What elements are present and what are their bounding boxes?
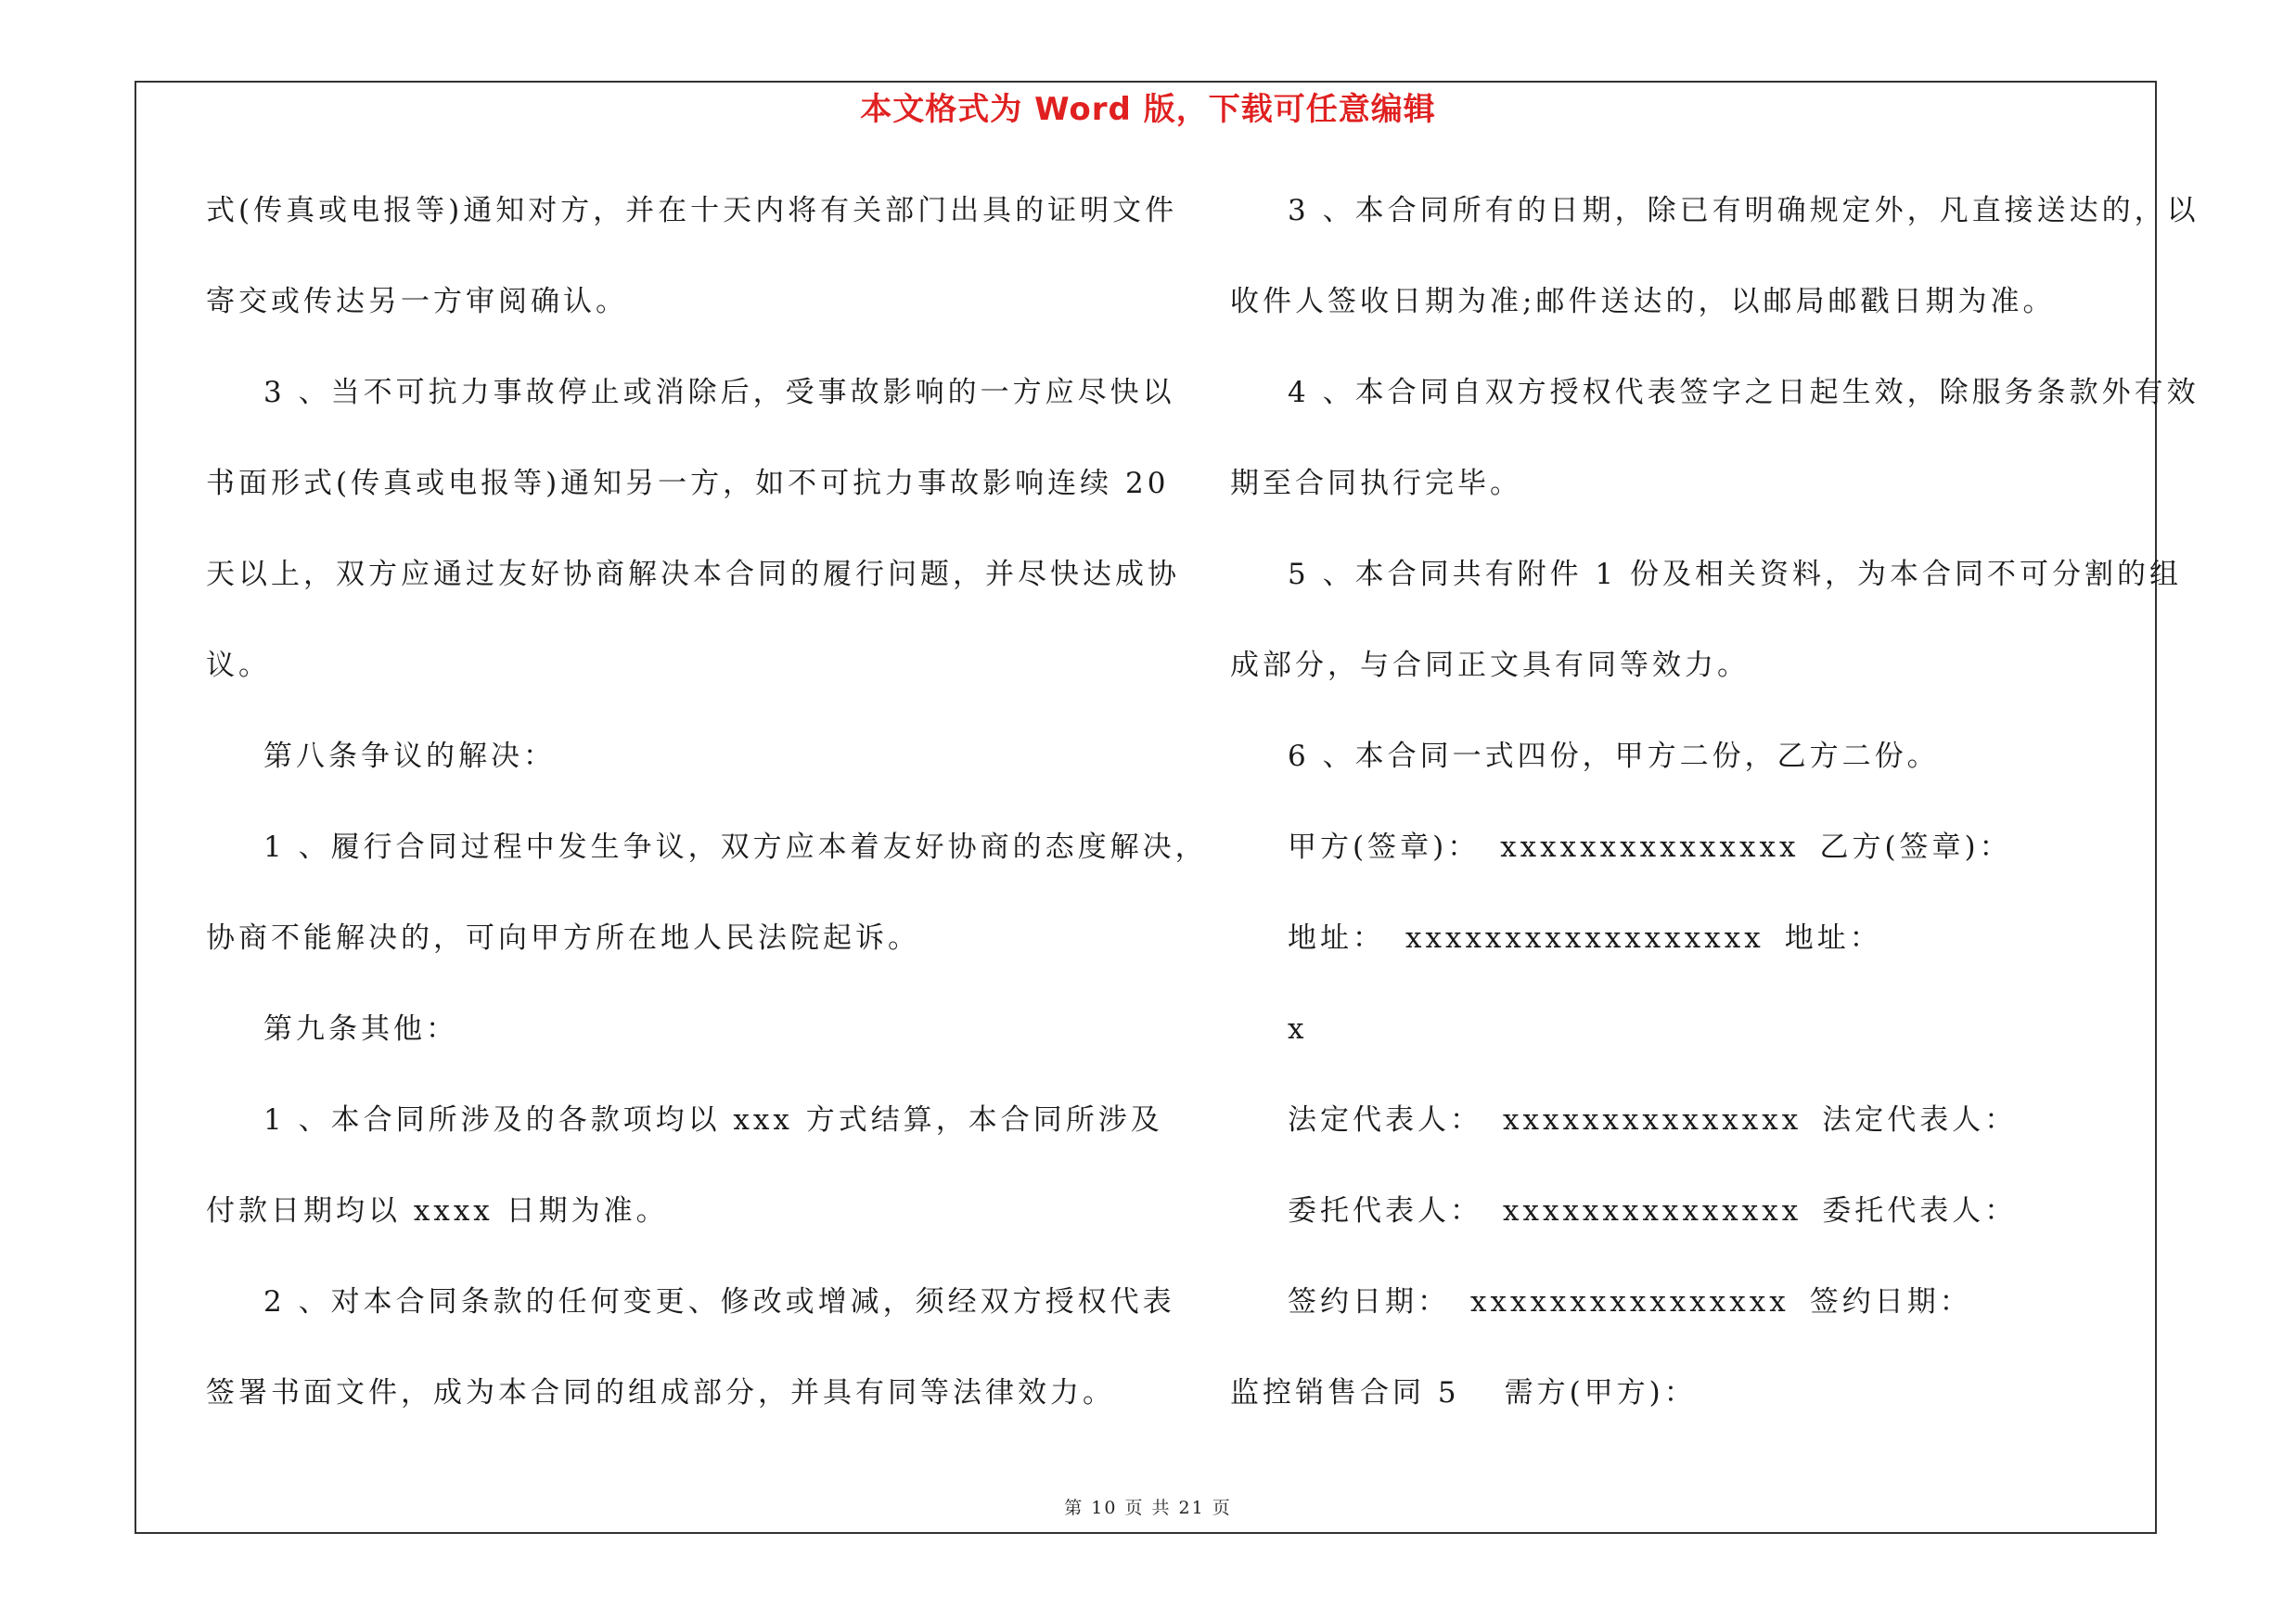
agent-value: xxxxxxxxxxxxxxx [1503, 1194, 1802, 1228]
legal-rep-label-b: 法定代表人： [1822, 1103, 2018, 1137]
address-tail: x [1288, 1012, 1308, 1046]
next-contract-title: 监控销售合同 5 [1230, 1376, 1460, 1410]
address-label-b: 地址： [1784, 921, 1882, 955]
address-value: xxxxxxxxxxxxxxxxxx [1405, 921, 1764, 955]
date-label: 签约日期： [1288, 1285, 1450, 1319]
address-line [1230, 913, 2158, 1004]
date-value: xxxxxxxxxxxxxxxx [1470, 1285, 1789, 1319]
paragraph-line: 式(传真或电报等)通知对方，并在十天内将有关部门出具的证明文件 [206, 194, 1178, 227]
paragraph-line: 付款日期均以 xxxx 日期为准。 [206, 1194, 669, 1228]
article-8-heading: 第八条争议的解决： [263, 740, 556, 773]
paragraph-line: 期至合同执行完毕。 [1230, 467, 1522, 500]
article-9-clause-1: 1 、本合同所涉及的各款项均以 xxx 方式结算，本合同所涉及 [263, 1103, 1163, 1137]
page-number-footer: 第 10 页 共 21 页 [1064, 1498, 1232, 1518]
article-9-heading: 第九条其他： [263, 1012, 458, 1046]
format-banner: 本文格式为 Word 版，下载可任意编辑 [860, 91, 1436, 128]
right-column [1230, 186, 2200, 1459]
paragraph-line: 协商不能解决的，可向甲方所在地人民法院起诉。 [206, 921, 920, 955]
paragraph-line: 书面形式(传真或电报等)通知另一方，如不可抗力事故影响连续 20 [206, 467, 1170, 500]
paragraph-line: 寄交或传达另一方审阅确认。 [206, 285, 628, 318]
legal-rep-label: 法定代表人： [1288, 1103, 1482, 1137]
article-8-clause-1: 1 、履行合同过程中发生争议，双方应本着友好协商的态度解决， [263, 831, 1208, 864]
paragraph-line: 天以上，双方应通过友好协商解决本合同的履行问题，并尽快达成协 [206, 558, 1180, 591]
clause-3-line: 3 、当不可抗力事故停止或消除后，受事故影响的一方应尽快以 [263, 376, 1175, 409]
agent-line [1230, 1186, 2158, 1277]
party-b-label: 乙方(签章)： [1819, 831, 2012, 864]
party-a-label: 甲方(签章)： [1288, 831, 1481, 864]
left-column [206, 186, 1208, 1459]
paragraph-line: 签署书面文件，成为本合同的组成部分，并具有同等法律效力。 [206, 1376, 1115, 1410]
article-9-clause-3: 3 、本合同所有的日期，除已有明确规定外，凡直接送达的，以 [1288, 194, 2200, 227]
sign-date-line [1230, 1277, 2158, 1368]
address-label: 地址： [1288, 921, 1385, 955]
legal-rep-value: xxxxxxxxxxxxxxx [1503, 1103, 1802, 1137]
paragraph-line: 议。 [206, 649, 271, 682]
article-9-clause-4: 4 、本合同自双方授权代表签字之日起生效，除服务条款外有效 [1288, 376, 2200, 409]
paragraph-line: 成部分，与合同正文具有同等效力。 [1230, 649, 1750, 682]
agent-label-b: 委托代表人： [1822, 1194, 2018, 1228]
agent-label: 委托代表人： [1288, 1194, 1482, 1228]
legal-rep-line [1230, 1095, 2158, 1186]
article-9-clause-5: 5 、本合同共有附件 1 份及相关资料，为本合同不可分割的组 [1288, 558, 2183, 591]
next-contract-line [1230, 1368, 2158, 1459]
party-a-value: xxxxxxxxxxxxxxx [1500, 831, 1800, 864]
party-signature-line [1230, 822, 2158, 913]
date-label-b: 签约日期： [1809, 1285, 1972, 1319]
article-9-clause-2: 2 、对本合同条款的任何变更、修改或增减，须经双方授权代表 [263, 1285, 1175, 1319]
article-9-clause-6: 6 、本合同一式四份，甲方二份，乙方二份。 [1288, 740, 1940, 773]
paragraph-line: 收件人签收日期为准;邮件送达的，以邮局邮戳日期为准。 [1230, 285, 2056, 318]
next-contract-party: 需方(甲方)： [1504, 1376, 1697, 1410]
